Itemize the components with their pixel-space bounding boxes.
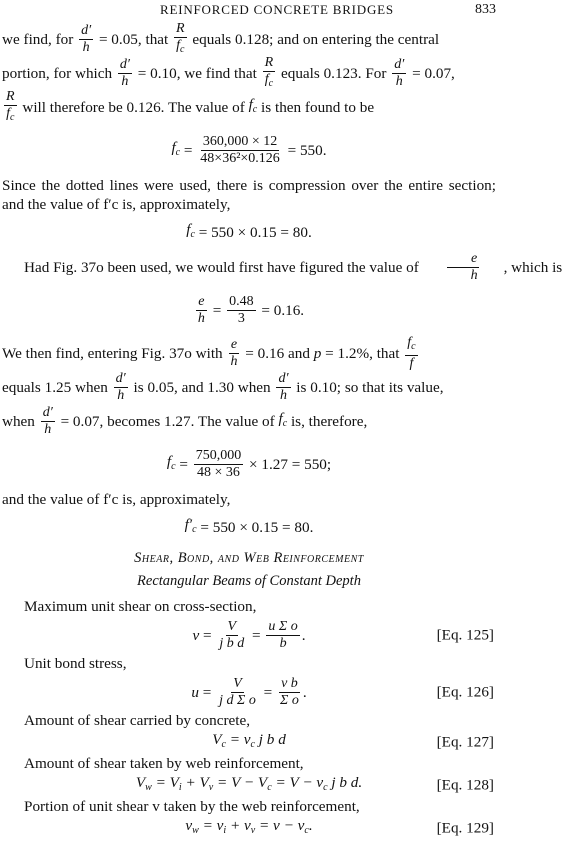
equation-fc-1: $f_c$ = $\frac{360,000 \times 12}{\text{48×36²×0.126}}$ = 550. (171, 133, 327, 166)
paragraph-1-line-1 (2, 22, 496, 56)
text: equals 1.25 when (2, 378, 108, 396)
paragraph-3 (2, 250, 562, 284)
text: = 550 × 0.15 = 80. (198, 223, 312, 241)
text: = 1.2%, that (325, 344, 400, 362)
text: portion, for which (2, 64, 113, 82)
fraction-e-h: $\frac{e}{h}$ (447, 251, 480, 284)
equation-128: $V_w = V_i + V_v = V - V_c = V - v_c$ j b d. [Eq. 128] (135, 774, 494, 794)
text: we find, for (2, 30, 74, 48)
text-bond: Unit bond stress, (24, 655, 127, 672)
fraction: $\frac{e}{h}$ (197, 293, 205, 326)
text: × 1.27 = 550; (249, 455, 332, 473)
text: is 0.10; so that its value, (296, 378, 444, 396)
fraction-e-h: $\frac{e}{h}$ (230, 336, 238, 369)
text: is 0.05, and 1.30 when (133, 378, 271, 396)
fraction-d-h: $\frac{d'}{h}$ (115, 370, 126, 403)
equation-fc-4: $f'_c$ = 550 × 0.15 = 80. (184, 516, 314, 536)
equation-tag: [Eq. 125] (436, 626, 494, 644)
text: = 550 × 0.15 = 80. (200, 518, 314, 536)
page-header (0, 2, 500, 20)
text: is, therefore, (290, 412, 368, 430)
paragraph-4-line-3: when $\frac{d'}{h}$ = 0.07, becomes 1.27. The value of $f_c$ is, therefore, (2, 404, 368, 437)
text-concrete: Amount of shear carried by concrete, (24, 712, 251, 729)
fraction: $\frac{0.48}{3}$ (229, 293, 254, 326)
fraction-d-h: $\frac{d'}{h}$ (278, 370, 289, 403)
equation-tag: [Eq. 129] (436, 819, 494, 837)
text: = 0.07, becomes 1.27. The value of (60, 412, 275, 430)
paragraph-1-line-2 (2, 56, 496, 90)
text: equals 0.123. For (280, 64, 387, 82)
text-portion: Portion of unit shear v taken by the web reinforcement, (24, 798, 360, 815)
running-title: REINFORCED CONCRETE BRIDGES (160, 2, 394, 17)
fraction-r-fc: $\frac{R}{f_c}$ (264, 54, 274, 89)
text: Had Fig. 37o been used, we would first have figured the value of (24, 258, 419, 276)
fraction-r-fc: $\frac{R}{f_c}$ (176, 20, 185, 55)
equation-125: v = $\frac{V}{\text{j b d}}$ = $\frac{\text{u Σ o}}{b}$ . [Eq. 125] (192, 618, 494, 651)
text: is then found to be (261, 98, 375, 116)
equation-126: u = $\frac{V}{\text{j d Σ o}}$ = $\frac{\text{v b}}{\text{Σ o}}$ . [Eq. 126] (191, 675, 494, 708)
text: = 0.16 and (245, 344, 310, 362)
fraction-r-fc: $\frac{R}{f_c}$ (6, 88, 15, 123)
text: = 550. (287, 141, 327, 159)
fraction: $\frac{360,000 \times 12}{\text{48×36²×0.126}}$ (200, 133, 280, 166)
equation-e-h: $\frac{e}{h}$ = $\frac{0.48}{3}$ = 0.16. (197, 293, 305, 326)
text: = 0.05, that (98, 30, 169, 48)
section-title: Shear, Bond, and Web Reinforcement (134, 550, 364, 566)
paragraph-1-line-3: $\frac{R}{f_c}$ will therefore be 0.126. The value of $f_c$ is then found to be (2, 90, 496, 124)
fraction: $\frac{750,000}{48 \times 36}$ (195, 447, 242, 480)
text: = 0.07, (412, 64, 455, 82)
equation-fc-3: $f_c$ = $\frac{750,000}{48 \times 36}$ × 1.27 = 550; (166, 447, 332, 480)
equation-129: $v_w = v_i + v_v = v - v_c$. [Eq. 129] (185, 817, 494, 837)
fraction-d-h: $\frac{d'}{h}$ (119, 56, 130, 89)
equation-fc-2: $f_c$ = 550 × 0.15 = 80. (186, 221, 312, 241)
page-number: 833 (475, 2, 496, 17)
equation-tag: [Eq. 128] (436, 776, 494, 794)
text: = 0.10, we find that (137, 64, 257, 82)
equation-tag: [Eq. 127] (436, 733, 494, 751)
text-web: Amount of shear taken by web reinforcement, (24, 755, 304, 772)
text-shear: Maximum unit shear on cross-section, (24, 598, 257, 615)
page-body (2, 20, 562, 840)
text: when (2, 412, 35, 430)
text: We then find, entering Fig. 37o with (2, 344, 223, 362)
fraction-fc-f: $\frac{f_c}{f}$ (407, 334, 416, 371)
text: equals 0.128; and on entering the central (192, 30, 440, 48)
text: , which is (503, 258, 562, 276)
fraction-d-h: $\frac{d'}{h}$ (394, 56, 405, 89)
paragraph-4-line-2 (2, 370, 496, 404)
equation-tag: [Eq. 126] (436, 683, 494, 701)
paragraph-4-line-1: We then find, entering Fig. 37o with $\frac{e}{h}$ = 0.16 and p = 1.2%, that $\frac{f_c}{f}$ (2, 334, 416, 371)
equation-127: $V_c = v_c$ j b d [Eq. 127] (212, 731, 494, 751)
fraction-d-h: $\frac{d'}{h}$ (42, 404, 53, 437)
text: will therefore be 0.126. The value of (22, 98, 245, 116)
text: = 0.16. (261, 301, 305, 319)
fraction-d-h: $\frac{d'}{h}$ (81, 22, 92, 55)
paragraph-2: Since the dotted lines were used, there is compression over the entire section; and the value of f′c is, approximately, (2, 177, 496, 213)
paragraph-5: and the value of f′c is, approximately, (2, 491, 231, 508)
subsection-title: Rectangular Beams of Constant Depth (137, 573, 361, 589)
